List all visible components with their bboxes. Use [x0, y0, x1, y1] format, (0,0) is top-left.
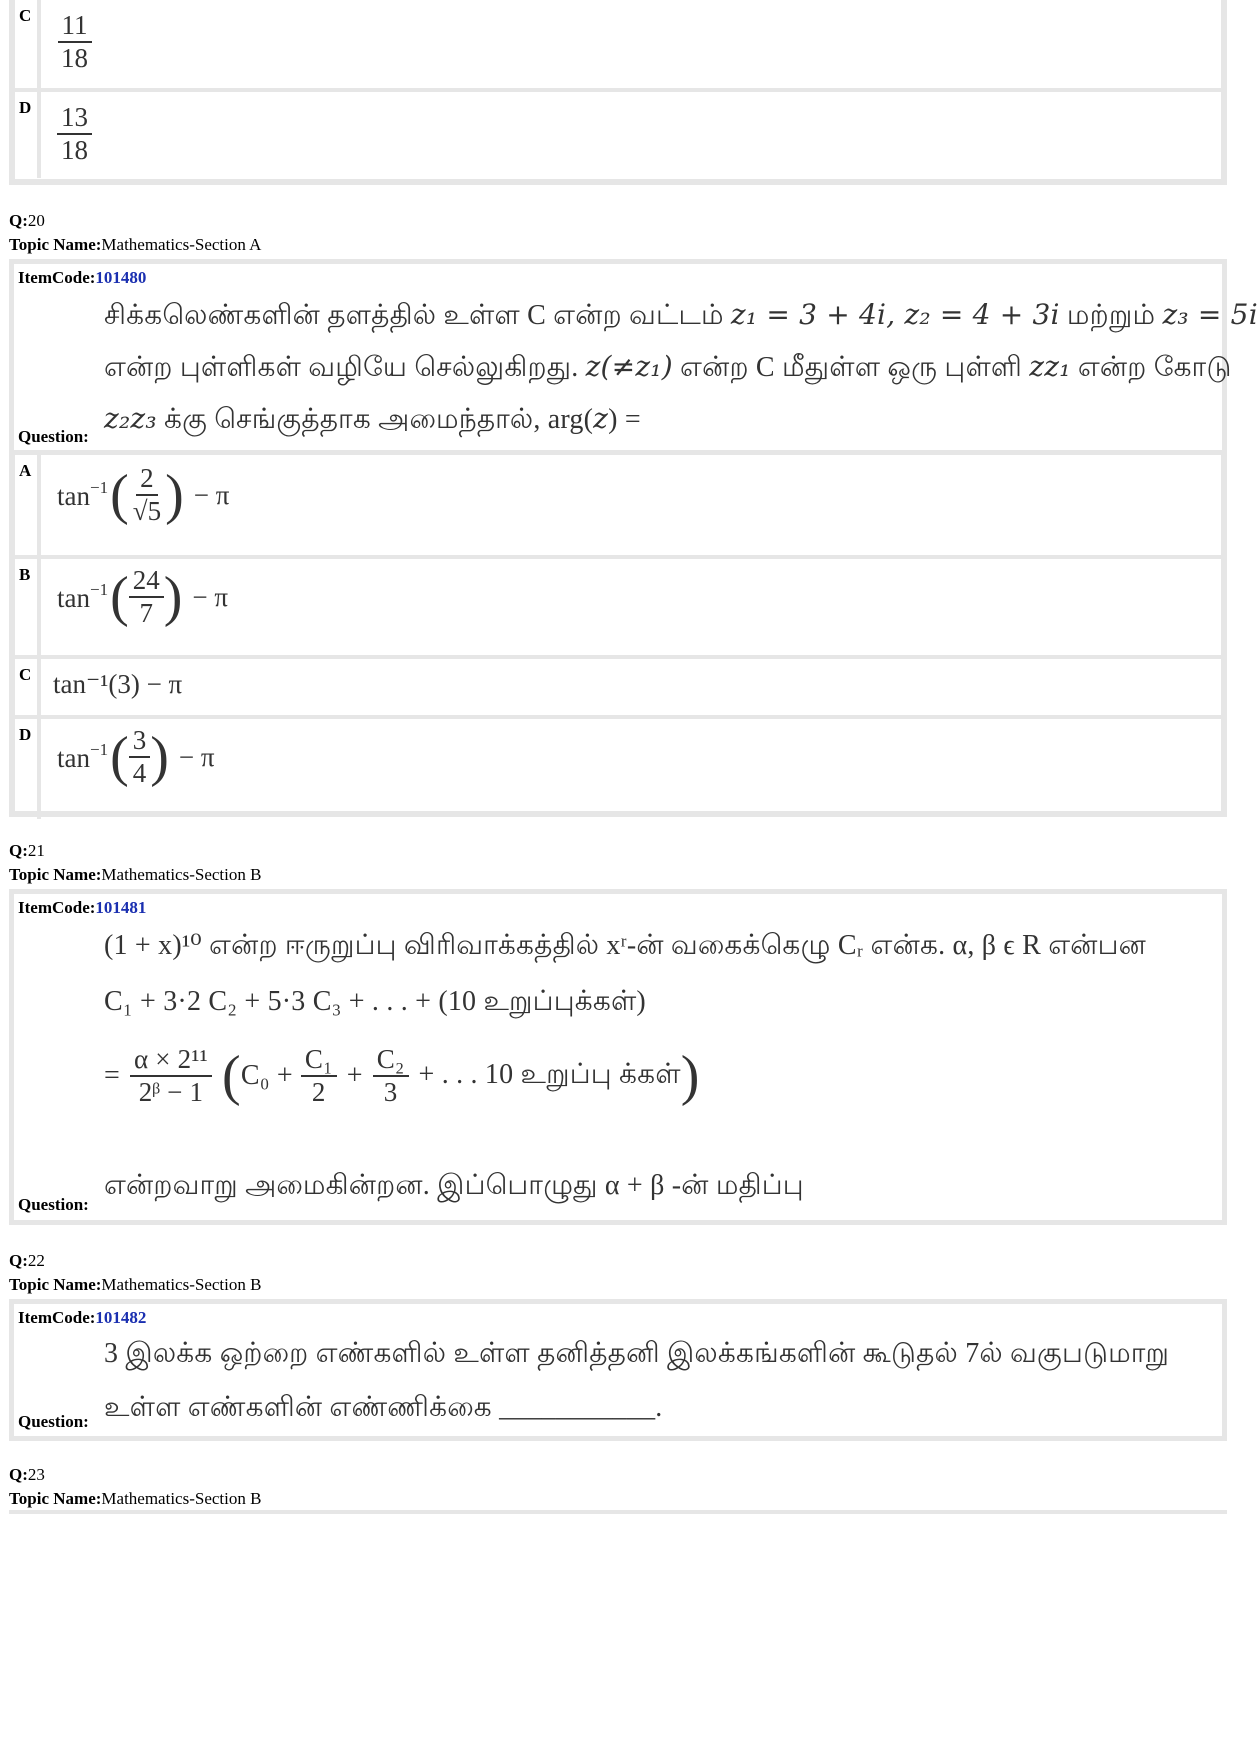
- question-header: [9, 1249, 261, 1297]
- option-row: [15, 659, 1221, 719]
- denominator: 18: [61, 43, 88, 74]
- item-code: ItemCode:101482: [18, 1308, 147, 1327]
- option-letter: D: [15, 92, 41, 178]
- option-row: [15, 719, 1221, 819]
- topic-name: Topic Name:Mathematics-Section B: [9, 1275, 262, 1294]
- option-value: [41, 659, 1221, 715]
- topic-name: Topic Name:Mathematics-Section A: [9, 235, 262, 254]
- fraction: $\frac{\text{α × 2¹¹}}{\text{2ᵝ − 1}}$: [130, 1044, 212, 1108]
- q19-options-box: [9, 0, 1227, 185]
- option-expression: $\tan^{-1}$ ( $\frac{3}{4}$ ) − π: [57, 725, 215, 789]
- fraction: $\frac{2}{√5}$: [132, 463, 162, 527]
- question-line-3: z₂z₃ க்கு செங்குத்தாக அமைந்தால், arg(z) =: [104, 402, 641, 435]
- topic-name: Topic Name:Mathematics-Section B: [9, 865, 262, 884]
- numerator: 13: [57, 102, 92, 135]
- question-equation: = $\frac{\text{α × 2¹¹}}{\text{2ᵝ − 1}}$ ( C₀ + $\frac{\text{C₁}}{2}$ + $\frac{\text{C₂}}{3}$ + . . . 10 உறுப்பு க்கள் ): [104, 1044, 700, 1108]
- option-value: [41, 719, 1221, 819]
- option-row: [15, 455, 1221, 559]
- fraction: [57, 10, 92, 74]
- question-label: Question:: [18, 1412, 89, 1431]
- question-line-1: சிக்கலெண்களின் தளத்தில் உள்ள C என்ற வட்டம் z₁ = 3 + 4i, z₂ = 4 + 3i மற்றும் z₃ = 5i: [104, 298, 1258, 331]
- option-row: [15, 0, 1221, 92]
- option-row: [15, 559, 1221, 659]
- question-line-1: (1 + x)¹⁰ என்ற ஈருறுப்பு விரிவாக்கத்தில் xʳ-ன் வகைக்கெழு Cᵣ என்க. α, β ϵ R என்பன: [104, 930, 1146, 961]
- option-row: [15, 92, 1221, 178]
- question-header: [9, 1463, 261, 1511]
- option-value: [41, 559, 1221, 655]
- question-line-2: உள்ள எண்களின் எண்ணிக்கை ___________.: [104, 1392, 663, 1423]
- question-line-4: என்றவாறு அமைகின்றன. இப்பொழுது α + β -ன் மதிப்பு: [104, 1170, 804, 1201]
- fraction: $\frac{3}{4}$: [129, 725, 151, 789]
- option-expression: tan⁻¹(3) − π: [53, 669, 183, 699]
- option-value: [41, 0, 1221, 88]
- item-code: ItemCode:101480: [18, 268, 147, 287]
- option-letter: D: [15, 719, 41, 819]
- option-expression: $\tan^{-1}$ ( $\frac{2}{√5}$ ) − π: [57, 463, 230, 527]
- question-box: [9, 1299, 1227, 1441]
- question-label: Question:: [18, 427, 89, 446]
- denominator: 18: [61, 135, 88, 166]
- q20-options-box: [9, 452, 1227, 817]
- question-header: [9, 839, 261, 887]
- option-value: [41, 455, 1221, 555]
- question-box: [9, 259, 1258, 455]
- question-line-2: C₁ + 3·2 C₂ + 5·3 C₃ + . . . + (10 உறுப்புக்கள்): [104, 986, 646, 1017]
- question-number: Q:20: [9, 211, 45, 230]
- question-number: Q:21: [9, 841, 45, 860]
- numerator: 11: [58, 10, 92, 43]
- question-box: [9, 889, 1227, 1225]
- topic-name: Topic Name:Mathematics-Section B: [9, 1489, 262, 1508]
- option-letter: A: [15, 455, 41, 555]
- option-letter: B: [15, 559, 41, 655]
- option-letter: C: [15, 659, 41, 715]
- question-label: Question:: [18, 1195, 89, 1214]
- fraction: [57, 102, 92, 166]
- divider: [9, 1510, 1227, 1514]
- question-number: Q:22: [9, 1251, 45, 1270]
- question-number: Q:23: [9, 1465, 45, 1484]
- item-code: ItemCode:101481: [18, 898, 147, 917]
- fraction: $\frac{\text{C₂}}{3}$: [373, 1044, 409, 1108]
- option-value: [41, 92, 1221, 178]
- fraction: $\frac{\text{C₁}}{2}$: [301, 1044, 337, 1108]
- fraction: $\frac{24}{7}$: [129, 565, 164, 629]
- question-line-1: 3 இலக்க ஒற்றை எண்களில் உள்ள தனித்தனி இலக்கங்களின் கூடுதல் 7ல் வகுபடுமாறு: [104, 1338, 1170, 1369]
- option-expression: $\tan^{-1}$ ( $\frac{24}{7}$ ) − π: [57, 565, 229, 629]
- option-letter: C: [15, 0, 41, 88]
- question-line-2: என்ற புள்ளிகள் வழியே செல்லுகிறது. z(≠z₁) என்ற C மீதுள்ள ஒரு புள்ளி zz₁ என்ற கோடு: [104, 350, 1232, 383]
- question-header: [9, 209, 261, 257]
